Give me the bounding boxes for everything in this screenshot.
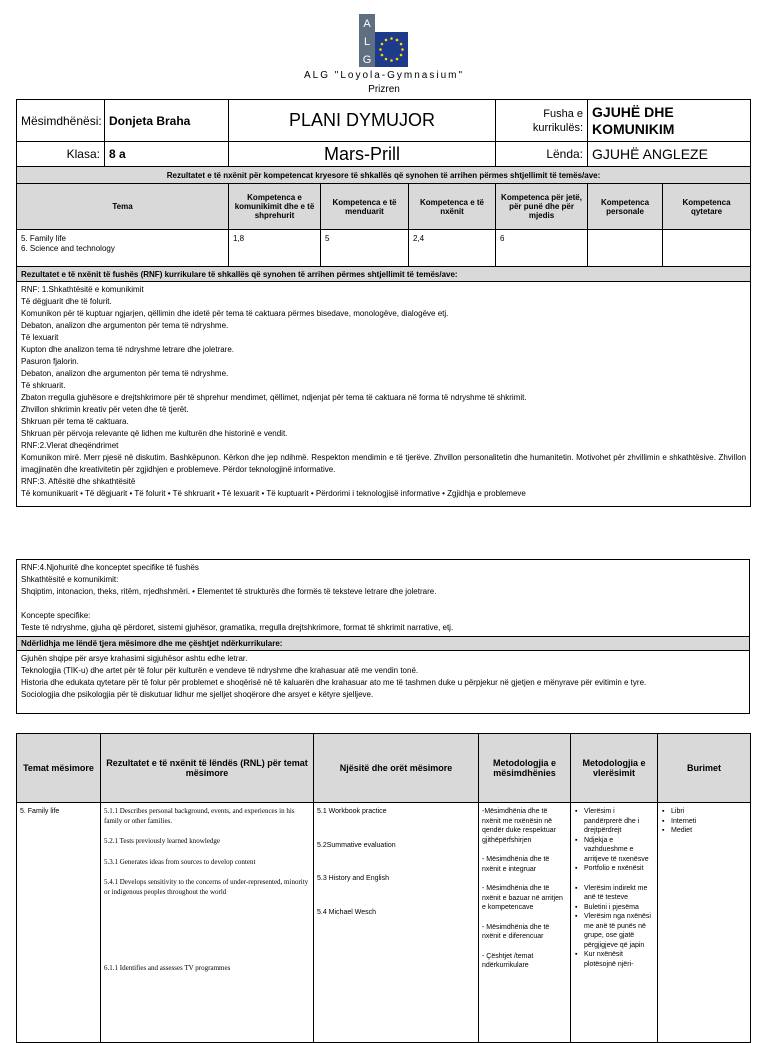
rnf-line: Zbaton rregulla gjuhësore e drejtshkrimore për të shprehur mendimet, qëllimet, ndjenjat për tema të caktuara në forma të ndryshme të shkrimit. [21, 393, 527, 402]
rnl-item: 5.4.1 Develops sensitivity to the concerns of under-represented, minority or indigenous peoples throughout the world [104, 878, 309, 896]
rnf4-line: Koncepte specifike: [21, 611, 91, 620]
header-njesite: Njësitë dhe orët mësimore [314, 734, 479, 803]
unit-item: 5.4 Michael Wesch [317, 908, 377, 916]
theme-item: 6. Science and technology [21, 244, 115, 253]
source-item: ▪ Interneti [671, 817, 747, 827]
competence-value [588, 230, 663, 267]
rnf-line: Pasuron fjalorin. [21, 357, 79, 366]
rnf4-spacer [21, 598, 745, 610]
school-name: ALG "Loyola-Gymnasium" [303, 70, 465, 81]
rnf4-line: Teste të ndryshme, gjuha që përdoret, sistemi gjuhësor, gramatika, rregulla drejtshkrimore, format të shkrimit narrative, etj. [21, 623, 454, 632]
class-value: 8 a [105, 142, 229, 167]
teacher-name: Donjeta Braha [105, 100, 229, 142]
teaching-item: - Mësimdhënia dhe të nxënit e bazuar në arritjen e kompetencave [482, 885, 563, 911]
header-jete: Kompetenca për jetë, për punë dhe për mjedis [496, 184, 588, 230]
assessment-item: ▪ Ndjekja e vazhdueshme e arritjeve të nxenësve [584, 836, 654, 865]
rnf-line: RNF:2.Vlerat dheqëndrimet [21, 441, 119, 450]
header-tema: Tema [17, 184, 229, 230]
school-logo [359, 14, 408, 67]
rnf-line: Debaton, analizon dhe argumenton për tema të ndryshme. [21, 321, 229, 330]
rnl-cell [101, 803, 314, 1043]
rnl-item: 5.2.1 Tests previously learned knowledge [104, 837, 221, 845]
assessment-item: ▪ Buletini i pjesëma [584, 903, 654, 913]
rnf-title: Rezultatet e të nxënit të fushës (RNF) kurrikulare të shkallës që synohen të arrihen përmes shtjellimit të temës/ave: [17, 267, 751, 282]
rnf-line: Të shkruarit. [21, 381, 66, 390]
topic-plan-table [16, 733, 751, 1043]
teaching-item: -Mësimdhënia dhe të nxënit me nxënësin në qendër duke respektuar gjithëpërfshirjen [482, 808, 556, 844]
header-personale: Kompetenca personale [588, 184, 663, 230]
sources-list [661, 807, 747, 836]
rnf-line: RNF:3. Aftësitë dhe shkathtësitë [21, 477, 136, 486]
unit-item: 5.1 Workbook practice [317, 808, 387, 815]
field-value: GJUHË DHE KOMUNIKIM [588, 100, 751, 142]
assessment-item: ▪ Vlerësim indirekt me anë të testeve [584, 884, 654, 903]
rnf-line: Komunikon për të kuptuar ngjarjen, qëllimin dhe idetë për tema të caktuara përmes bisedave, monologëve, dialogëve etj. [21, 309, 449, 318]
logo-star [396, 58, 399, 61]
plan-title: PLANI DYMUJOR [229, 100, 496, 142]
link-content [17, 651, 750, 714]
class-label: Klasa: [17, 142, 105, 167]
period: Mars-Prill [229, 142, 496, 167]
rnl-item: 5.1.1 Describes personal background, events, and experiences in his family or other families. [104, 807, 295, 825]
rnf-line: Të dëgjuarit dhe të folurit. [21, 297, 112, 306]
teaching-cell [479, 803, 571, 1043]
header-metodologjia-mesimdhenies: Metodologjia e mësimdhënies [479, 734, 571, 803]
header-nxenit: Kompetenca e të nxënit [409, 184, 496, 230]
assessment-item: ▪ Kur nxënësit plotësojnë njëri- [584, 950, 654, 969]
assessment-item: ▪ Portfolio e nxënësit [584, 864, 654, 874]
logo-star [381, 43, 384, 46]
header-komunikimit: Kompetenca e komunikimit dhe e të shprehurit [229, 184, 321, 230]
teaching-item: - Mësimdhënia dhe të nxënit e diferencuar [482, 923, 550, 940]
rnf-line: Shkruan për tema të caktuara. [21, 417, 129, 426]
logo-letter-g: G [362, 54, 372, 66]
assessment-cell [571, 803, 658, 1043]
competence-value: 5 [321, 230, 409, 267]
rnf-content [17, 282, 751, 507]
logo-star [396, 39, 399, 42]
rnl-gap [104, 908, 310, 964]
rnf4-line: Shkathtësitë e komunikimit: [21, 575, 119, 584]
logo-star [390, 37, 393, 40]
plan-info-table [16, 99, 751, 507]
link-line: Gjuhën shqipe për arsye krahasimi sigjuhësor ashtu edhe letrar. [21, 654, 248, 663]
unit-item: 5.3 History and English [317, 875, 389, 882]
rnf-line: Të komunikuarit • Të dëgjuarit • Të folurit • Të shkruarit • Të lexuarit • Të kuptuarit • Përdorimi i teknologjisë informative • Zgjidhja e problemeve [21, 489, 526, 498]
logo-star [401, 48, 404, 51]
school-city: Prizren [368, 84, 400, 95]
source-item: ▪ Libri [671, 807, 747, 817]
link-line: Historia dhe edukata qytetare për të folur për problemet e shoqërisë në të kaluarën dhe krahasuar ato me të tashmen duke u përpjekur në gjetjen e mënyrave për evitimin e tyre. [21, 678, 647, 687]
competences-title: Rezultatet e të nxënit për kompetencat kryesore të shkallës që synohen të arrihen përmes shtjellimit të temës/ave: [17, 167, 751, 184]
teaching-item: - Mësimdhënia dhe të nxënit e integruar [482, 856, 550, 873]
logo-star [385, 58, 388, 61]
logo-star [390, 59, 393, 62]
competence-value: 6 [496, 230, 588, 267]
logo-letter-a: A [363, 18, 371, 30]
subject-label: Lënda: [496, 142, 588, 167]
link-line: Teknologjia (TIK-u) dhe artet për të folur për kulturën e vendeve të ndryshme dhe krahasuar atë me vendin tonë. [21, 666, 419, 675]
rnf4-content [17, 560, 750, 637]
theme-item: 5. Family life [21, 234, 66, 243]
logo-star [381, 54, 384, 57]
header-menduarit: Kompetenca e të menduarit [321, 184, 409, 230]
rnl-item: 6.1.1 Identifies and assesses TV programmes [104, 964, 231, 972]
logo-star [400, 43, 403, 46]
logo-letter-l: L [363, 36, 371, 48]
header-rnl: Rezultatet e të nxënit të lëndës (RNL) për temat mësimore [101, 734, 314, 803]
rnf-line: RNF: 1.Shkathtësitë e komunikimit [21, 285, 144, 294]
logo-star [379, 48, 382, 51]
competence-value [663, 230, 751, 267]
competence-value: 2,4 [409, 230, 496, 267]
logo-star [385, 39, 388, 42]
rnl-item: 5.3.1 Generates ideas from sources to develop content [104, 857, 256, 866]
assessment-item: ▪ Vlerësim i pandërprerë dhe i drejtpërdrejt [584, 807, 654, 836]
rnf-line: Debaton, analizon dhe argumenton për tema të ndryshme. [21, 369, 229, 378]
header-qytetare: Kompetenca qytetare [663, 184, 751, 230]
subject-value: GJUHË ANGLEZE [588, 142, 751, 167]
header-burimet: Burimet [658, 734, 751, 803]
link-title: Ndërlidhja me lëndë tjera mësimore dhe me çështjet ndërkurrikulare: [17, 637, 750, 651]
header-metodologjia-vleresimit: Metodologjia e vlerësimit [571, 734, 658, 803]
teacher-label: Mësimdhënësi: [17, 100, 105, 142]
teaching-item: - Çështjet /temat ndërkurrikulare [482, 952, 534, 969]
rnf-paragraph: Komunikon mirë. Merr pjesë në diskutim. Bashkëpunon. Kërkon dhe jep ndihmë. Respekton mendimin e të tjerëve. Zhvillon personalitetin dhe humanitetin. Motivohet për zhvillimin e shkathtësive. Zhvillon imagjinatën dhe kreativitetin për zgjidhjen e problemeve. Përdor teknologjinë informative. [21, 453, 747, 474]
rnf4-line: RNF:4.Njohuritë dhe konceptet specifike të fushës [21, 563, 199, 572]
rnf-line: Zhvillon shkrimin kreativ për veten dhe të tjerët. [21, 405, 189, 414]
rnf-line: Shkruan për përvoja relevante që lidhen me kulturën dhe historinë e vendit. [21, 429, 288, 438]
source-item: ▪ Mediet [671, 826, 747, 836]
link-line: Sociologjia dhe psikologjia për të diskutuar lidhur me sjelljet shoqërore dhe arsyet e këtyre sjelljeve. [21, 690, 374, 699]
assessment-list [574, 807, 654, 969]
logo-star [400, 54, 403, 57]
rnf4-line: Shqiptim, intonacion, theks, ritëm, rrjedhshmëri. • Elementet të strukturës dhe formës të teksteve letrare dhe joletrare. [21, 587, 437, 596]
field-label: Fusha e kurrikulës: [496, 100, 588, 142]
sources-cell [658, 803, 751, 1043]
rnf4-table [16, 559, 750, 714]
competence-value: 1,8 [229, 230, 321, 267]
assessment-item: ▪ Vlerësim nga nxënësi me anë të punës në grupe, ose gjatë përgjigjeve që japin [584, 912, 654, 950]
header-temat: Temat mësimore [17, 734, 101, 803]
topic-cell: 5. Family life [17, 803, 101, 1043]
unit-item: 5.2Summative evaluation [317, 841, 396, 849]
rnf-line: Kupton dhe analizon tema të ndryshme letrare dhe joletrare. [21, 345, 235, 354]
rnf-line: Të lexuarit [21, 333, 59, 342]
units-cell [314, 803, 479, 1043]
